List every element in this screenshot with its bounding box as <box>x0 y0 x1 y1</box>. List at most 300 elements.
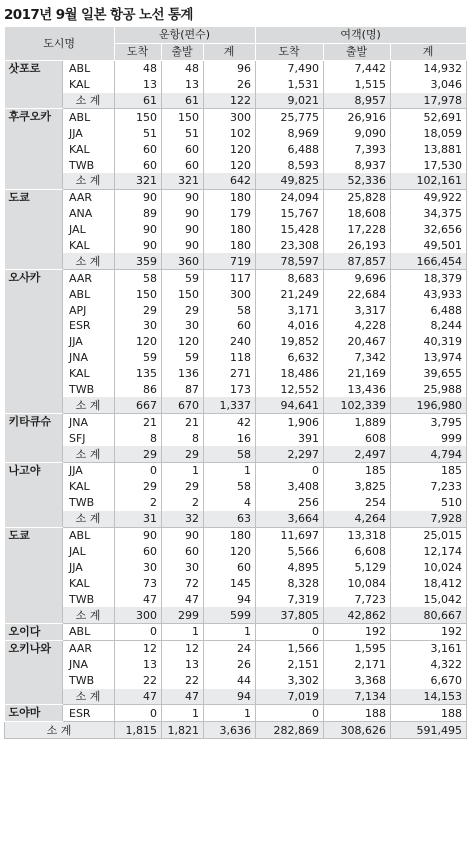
passengers-departure-value: 7,442 <box>324 60 391 76</box>
flights-departure-value: 47 <box>162 689 204 705</box>
airline-code: KAL <box>63 479 115 495</box>
airline-code: TWB <box>63 157 115 173</box>
passengers-departure-value: 1,595 <box>324 640 391 656</box>
airline-code: JJA <box>63 125 115 141</box>
flights-total-value: 300 <box>204 286 256 302</box>
passengers-departure-value: 7,393 <box>324 141 391 157</box>
flights-departure-value: 21 <box>162 414 204 430</box>
table-row <box>5 575 467 591</box>
passengers-arrival-value: 1,566 <box>256 640 324 656</box>
airline-code: SFJ <box>63 430 115 446</box>
passengers-departure-value: 13,318 <box>324 527 391 543</box>
flights-arrival-value: 29 <box>115 479 162 495</box>
passengers-arrival-value: 256 <box>256 495 324 511</box>
passengers-total-value: 3,046 <box>391 77 467 93</box>
flights-arrival-value: 0 <box>115 463 162 479</box>
flights-arrival-value: 13 <box>115 77 162 93</box>
table-row <box>5 60 467 76</box>
flights-total-value: 300 <box>204 109 256 125</box>
table-row <box>5 206 467 222</box>
flights-arrival-value: 22 <box>115 673 162 689</box>
passengers-departure-value: 8,957 <box>324 93 391 109</box>
airline-code: ABL <box>63 623 115 640</box>
flights-arrival-value: 359 <box>115 253 162 269</box>
table-row <box>5 705 467 722</box>
passengers-total-value: 18,059 <box>391 125 467 141</box>
passengers-total-value: 3,795 <box>391 414 467 430</box>
passengers-arrival-value: 3,664 <box>256 511 324 527</box>
table-row <box>5 544 467 560</box>
flights-arrival-value: 73 <box>115 575 162 591</box>
flights-arrival-value: 60 <box>115 544 162 560</box>
flights-arrival-value: 21 <box>115 414 162 430</box>
passengers-arrival-value: 94,641 <box>256 397 324 413</box>
table-row <box>5 430 467 446</box>
grand-total-passengers-departure: 308,626 <box>324 722 391 739</box>
flights-total-value: 60 <box>204 559 256 575</box>
flights-arrival-value: 300 <box>115 607 162 623</box>
flights-departure-value: 30 <box>162 559 204 575</box>
passengers-total-value: 192 <box>391 623 467 640</box>
table-row <box>5 109 467 125</box>
passengers-total-value: 80,667 <box>391 607 467 623</box>
table-body <box>5 60 467 738</box>
flights-total-value: 180 <box>204 189 256 205</box>
passengers-arrival-value: 2,297 <box>256 446 324 462</box>
flights-arrival-value: 0 <box>115 705 162 722</box>
passengers-departure-value: 2,497 <box>324 446 391 462</box>
city-name: 삿포로 <box>5 60 63 109</box>
passengers-total-value: 7,928 <box>391 511 467 527</box>
flights-total-value: 1,337 <box>204 397 256 413</box>
passengers-arrival-value: 0 <box>256 705 324 722</box>
passengers-total-value: 196,980 <box>391 397 467 413</box>
flights-arrival-value: 2 <box>115 495 162 511</box>
subtotal-row <box>5 689 467 705</box>
flights-total-value: 16 <box>204 430 256 446</box>
flights-arrival-value: 30 <box>115 318 162 334</box>
passengers-departure-value: 20,467 <box>324 334 391 350</box>
subtotal-label: 소 계 <box>63 446 115 462</box>
passengers-total-value: 49,922 <box>391 189 467 205</box>
table-row <box>5 591 467 607</box>
passengers-arrival-value: 78,597 <box>256 253 324 269</box>
flights-arrival-value: 61 <box>115 93 162 109</box>
airline-code: JJA <box>63 559 115 575</box>
passengers-total-value: 13,881 <box>391 141 467 157</box>
flights-total-value: 120 <box>204 157 256 173</box>
passengers-arrival-value: 12,552 <box>256 382 324 398</box>
flights-total-value: 58 <box>204 479 256 495</box>
flights-total-value: 180 <box>204 527 256 543</box>
passengers-arrival-value: 8,683 <box>256 270 324 286</box>
passengers-departure-value: 188 <box>324 705 391 722</box>
flights-arrival-value: 29 <box>115 446 162 462</box>
flights-arrival-value: 60 <box>115 141 162 157</box>
airline-code: JNA <box>63 414 115 430</box>
passengers-total-value: 12,174 <box>391 544 467 560</box>
flights-departure-value: 90 <box>162 189 204 205</box>
header-flights-departure: 출발 <box>162 43 204 60</box>
passengers-total-value: 17,530 <box>391 157 467 173</box>
passengers-arrival-value: 4,895 <box>256 559 324 575</box>
airline-code: KAL <box>63 238 115 254</box>
grand-total-passengers-arrival: 282,869 <box>256 722 324 739</box>
flights-departure-value: 120 <box>162 334 204 350</box>
flights-arrival-value: 12 <box>115 640 162 656</box>
flights-total-value: 42 <box>204 414 256 430</box>
flights-total-value: 117 <box>204 270 256 286</box>
passengers-total-value: 4,794 <box>391 446 467 462</box>
header-passengers-arrival: 도착 <box>256 43 324 60</box>
airline-code: JNA <box>63 350 115 366</box>
airline-code: ESR <box>63 705 115 722</box>
passengers-arrival-value: 7,019 <box>256 689 324 705</box>
passengers-total-value: 6,488 <box>391 302 467 318</box>
passengers-arrival-value: 1,531 <box>256 77 324 93</box>
subtotal-row <box>5 93 467 109</box>
passengers-arrival-value: 9,021 <box>256 93 324 109</box>
flights-departure-value: 150 <box>162 109 204 125</box>
grand-total-flights-arrival: 1,815 <box>115 722 162 739</box>
passengers-total-value: 49,501 <box>391 238 467 254</box>
flights-total-value: 120 <box>204 141 256 157</box>
flights-arrival-value: 60 <box>115 157 162 173</box>
flights-total-value: 94 <box>204 689 256 705</box>
airline-code: TWB <box>63 673 115 689</box>
flights-departure-value: 8 <box>162 430 204 446</box>
passengers-total-value: 10,024 <box>391 559 467 575</box>
passengers-departure-value: 42,862 <box>324 607 391 623</box>
passengers-departure-value: 3,368 <box>324 673 391 689</box>
passengers-departure-value: 22,684 <box>324 286 391 302</box>
flights-departure-value: 30 <box>162 318 204 334</box>
passengers-departure-value: 7,134 <box>324 689 391 705</box>
flights-departure-value: 29 <box>162 302 204 318</box>
passengers-total-value: 43,933 <box>391 286 467 302</box>
airline-code: ANA <box>63 206 115 222</box>
passengers-arrival-value: 11,697 <box>256 527 324 543</box>
passengers-total-value: 32,656 <box>391 222 467 238</box>
passengers-arrival-value: 1,906 <box>256 414 324 430</box>
flights-arrival-value: 31 <box>115 511 162 527</box>
city-name: 나고야 <box>5 463 63 528</box>
flights-departure-value: 72 <box>162 575 204 591</box>
airline-code: ESR <box>63 318 115 334</box>
flights-departure-value: 61 <box>162 93 204 109</box>
passengers-total-value: 8,244 <box>391 318 467 334</box>
passengers-departure-value: 25,828 <box>324 189 391 205</box>
passengers-departure-value: 254 <box>324 495 391 511</box>
airline-code: KAL <box>63 141 115 157</box>
passengers-departure-value: 21,169 <box>324 366 391 382</box>
airline-code: TWB <box>63 382 115 398</box>
airline-code: TWB <box>63 495 115 511</box>
passengers-arrival-value: 4,016 <box>256 318 324 334</box>
flights-total-value: 44 <box>204 673 256 689</box>
flights-departure-value: 90 <box>162 222 204 238</box>
passengers-departure-value: 6,608 <box>324 544 391 560</box>
flights-arrival-value: 667 <box>115 397 162 413</box>
flights-total-value: 1 <box>204 463 256 479</box>
passengers-departure-value: 1,515 <box>324 77 391 93</box>
flights-total-value: 63 <box>204 511 256 527</box>
passengers-departure-value: 13,436 <box>324 382 391 398</box>
table-row <box>5 318 467 334</box>
flights-arrival-value: 86 <box>115 382 162 398</box>
table-row <box>5 286 467 302</box>
flights-total-value: 96 <box>204 60 256 76</box>
airline-code: KAL <box>63 575 115 591</box>
passengers-arrival-value: 0 <box>256 463 324 479</box>
passengers-total-value: 4,322 <box>391 657 467 673</box>
passengers-departure-value: 4,228 <box>324 318 391 334</box>
passengers-arrival-value: 2,151 <box>256 657 324 673</box>
header-flights-arrival: 도착 <box>115 43 162 60</box>
flights-total-value: 180 <box>204 238 256 254</box>
flights-total-value: 173 <box>204 382 256 398</box>
passengers-departure-value: 52,336 <box>324 173 391 189</box>
passengers-departure-value: 87,857 <box>324 253 391 269</box>
grand-total-flights-departure: 1,821 <box>162 722 204 739</box>
flights-total-value: 94 <box>204 591 256 607</box>
flights-departure-value: 59 <box>162 350 204 366</box>
table-row <box>5 559 467 575</box>
passengers-arrival-value: 3,171 <box>256 302 324 318</box>
table-row <box>5 495 467 511</box>
airline-code: ABL <box>63 527 115 543</box>
passengers-total-value: 34,375 <box>391 206 467 222</box>
flights-arrival-value: 0 <box>115 623 162 640</box>
table-row <box>5 463 467 479</box>
flights-departure-value: 1 <box>162 463 204 479</box>
flights-total-value: 180 <box>204 222 256 238</box>
flights-arrival-value: 8 <box>115 430 162 446</box>
flights-departure-value: 48 <box>162 60 204 76</box>
flights-arrival-value: 48 <box>115 60 162 76</box>
airline-code: TWB <box>63 591 115 607</box>
passengers-total-value: 510 <box>391 495 467 511</box>
airline-code: AAR <box>63 270 115 286</box>
table-row <box>5 527 467 543</box>
flights-departure-value: 60 <box>162 157 204 173</box>
airline-code: ABL <box>63 60 115 76</box>
flights-total-value: 1 <box>204 623 256 640</box>
city-name: 키타큐슈 <box>5 414 63 463</box>
flights-arrival-value: 58 <box>115 270 162 286</box>
flights-arrival-value: 90 <box>115 527 162 543</box>
flights-arrival-value: 90 <box>115 189 162 205</box>
passengers-arrival-value: 15,767 <box>256 206 324 222</box>
flights-total-value: 120 <box>204 544 256 560</box>
table-row <box>5 157 467 173</box>
airline-code: ABL <box>63 109 115 125</box>
flights-total-value: 60 <box>204 318 256 334</box>
airline-code: AAR <box>63 189 115 205</box>
passengers-total-value: 102,161 <box>391 173 467 189</box>
subtotal-row <box>5 511 467 527</box>
flights-total-value: 240 <box>204 334 256 350</box>
flights-departure-value: 13 <box>162 77 204 93</box>
passengers-arrival-value: 25,775 <box>256 109 324 125</box>
airline-code: JNA <box>63 657 115 673</box>
city-name: 도쿄 <box>5 189 63 269</box>
page-title: 2017년 9월 일본 항공 노선 통계 <box>4 7 193 23</box>
grand-total-label: 소 계 <box>5 722 115 739</box>
flights-departure-value: 59 <box>162 270 204 286</box>
subtotal-label: 소 계 <box>63 93 115 109</box>
passengers-total-value: 17,978 <box>391 93 467 109</box>
flights-departure-value: 29 <box>162 479 204 495</box>
flights-total-value: 122 <box>204 93 256 109</box>
passengers-arrival-value: 8,328 <box>256 575 324 591</box>
flights-total-value: 719 <box>204 253 256 269</box>
flights-arrival-value: 47 <box>115 591 162 607</box>
city-name: 오키나와 <box>5 640 63 705</box>
passengers-arrival-value: 49,825 <box>256 173 324 189</box>
flights-total-value: 145 <box>204 575 256 591</box>
flights-total-value: 599 <box>204 607 256 623</box>
city-name: 오이다 <box>5 623 63 640</box>
header-flights-total: 계 <box>204 43 256 60</box>
passengers-total-value: 14,153 <box>391 689 467 705</box>
passengers-departure-value: 3,317 <box>324 302 391 318</box>
passengers-arrival-value: 18,486 <box>256 366 324 382</box>
flights-total-value: 118 <box>204 350 256 366</box>
passengers-total-value: 185 <box>391 463 467 479</box>
subtotal-label: 소 계 <box>63 511 115 527</box>
passengers-total-value: 25,988 <box>391 382 467 398</box>
grand-total-passengers-total: 591,495 <box>391 722 467 739</box>
passengers-total-value: 52,691 <box>391 109 467 125</box>
passengers-total-value: 14,932 <box>391 60 467 76</box>
header-flights-group: 운항(편수) <box>115 27 256 44</box>
table-row <box>5 382 467 398</box>
city-name: 도야마 <box>5 705 63 722</box>
passengers-total-value: 15,042 <box>391 591 467 607</box>
table-row <box>5 414 467 430</box>
flights-arrival-value: 59 <box>115 350 162 366</box>
header-city: 도시명 <box>5 27 115 61</box>
table-row <box>5 673 467 689</box>
passengers-arrival-value: 19,852 <box>256 334 324 350</box>
flights-departure-value: 90 <box>162 206 204 222</box>
passengers-arrival-value: 23,308 <box>256 238 324 254</box>
city-name: 후쿠오카 <box>5 109 63 189</box>
flights-total-value: 26 <box>204 657 256 673</box>
flights-arrival-value: 150 <box>115 109 162 125</box>
passengers-departure-value: 4,264 <box>324 511 391 527</box>
header-passengers-total: 계 <box>391 43 467 60</box>
table-row <box>5 350 467 366</box>
subtotal-row <box>5 446 467 462</box>
passengers-arrival-value: 37,805 <box>256 607 324 623</box>
passengers-arrival-value: 8,593 <box>256 157 324 173</box>
table-row <box>5 77 467 93</box>
table-row <box>5 189 467 205</box>
passengers-arrival-value: 6,632 <box>256 350 324 366</box>
passengers-total-value: 25,015 <box>391 527 467 543</box>
flights-departure-value: 60 <box>162 141 204 157</box>
flights-arrival-value: 135 <box>115 366 162 382</box>
passengers-total-value: 6,670 <box>391 673 467 689</box>
subtotal-row <box>5 397 467 413</box>
flights-departure-value: 22 <box>162 673 204 689</box>
passengers-arrival-value: 7,319 <box>256 591 324 607</box>
passengers-departure-value: 5,129 <box>324 559 391 575</box>
passengers-departure-value: 18,608 <box>324 206 391 222</box>
airline-code: KAL <box>63 77 115 93</box>
flights-departure-value: 2 <box>162 495 204 511</box>
passengers-departure-value: 8,937 <box>324 157 391 173</box>
flights-departure-value: 90 <box>162 238 204 254</box>
flights-departure-value: 136 <box>162 366 204 382</box>
header-passengers-group: 여객(명) <box>256 27 467 44</box>
passengers-arrival-value: 391 <box>256 430 324 446</box>
passengers-departure-value: 2,171 <box>324 657 391 673</box>
flights-departure-value: 29 <box>162 446 204 462</box>
airline-code: ABL <box>63 286 115 302</box>
passengers-departure-value: 185 <box>324 463 391 479</box>
passengers-departure-value: 17,228 <box>324 222 391 238</box>
table-row <box>5 270 467 286</box>
flights-arrival-value: 321 <box>115 173 162 189</box>
flights-departure-value: 87 <box>162 382 204 398</box>
passengers-departure-value: 192 <box>324 623 391 640</box>
table-row <box>5 302 467 318</box>
passengers-total-value: 18,379 <box>391 270 467 286</box>
flights-total-value: 58 <box>204 446 256 462</box>
subtotal-row <box>5 253 467 269</box>
flights-total-value: 58 <box>204 302 256 318</box>
flights-arrival-value: 120 <box>115 334 162 350</box>
table-header <box>5 27 467 61</box>
passengers-total-value: 39,655 <box>391 366 467 382</box>
city-name: 오사카 <box>5 270 63 414</box>
airline-code: JAL <box>63 222 115 238</box>
passengers-arrival-value: 0 <box>256 623 324 640</box>
airline-code: KAL <box>63 366 115 382</box>
airline-code: JJA <box>63 463 115 479</box>
table-row <box>5 366 467 382</box>
passengers-departure-value: 9,090 <box>324 125 391 141</box>
subtotal-label: 소 계 <box>63 253 115 269</box>
passengers-total-value: 13,974 <box>391 350 467 366</box>
flights-arrival-value: 90 <box>115 238 162 254</box>
flights-total-value: 271 <box>204 366 256 382</box>
table-row <box>5 657 467 673</box>
passengers-total-value: 3,161 <box>391 640 467 656</box>
route-statistics-table <box>4 26 467 739</box>
flights-departure-value: 1 <box>162 705 204 722</box>
flights-departure-value: 60 <box>162 544 204 560</box>
flights-total-value: 642 <box>204 173 256 189</box>
passengers-total-value: 40,319 <box>391 334 467 350</box>
airline-code: APJ <box>63 302 115 318</box>
flights-arrival-value: 90 <box>115 222 162 238</box>
passengers-arrival-value: 5,566 <box>256 544 324 560</box>
airline-code: AAR <box>63 640 115 656</box>
passengers-arrival-value: 21,249 <box>256 286 324 302</box>
flights-total-value: 179 <box>204 206 256 222</box>
subtotal-row <box>5 173 467 189</box>
header-passengers-departure: 출발 <box>324 43 391 60</box>
passengers-departure-value: 26,193 <box>324 238 391 254</box>
passengers-departure-value: 10,084 <box>324 575 391 591</box>
passengers-departure-value: 9,696 <box>324 270 391 286</box>
flights-arrival-value: 150 <box>115 286 162 302</box>
airline-code: JAL <box>63 544 115 560</box>
